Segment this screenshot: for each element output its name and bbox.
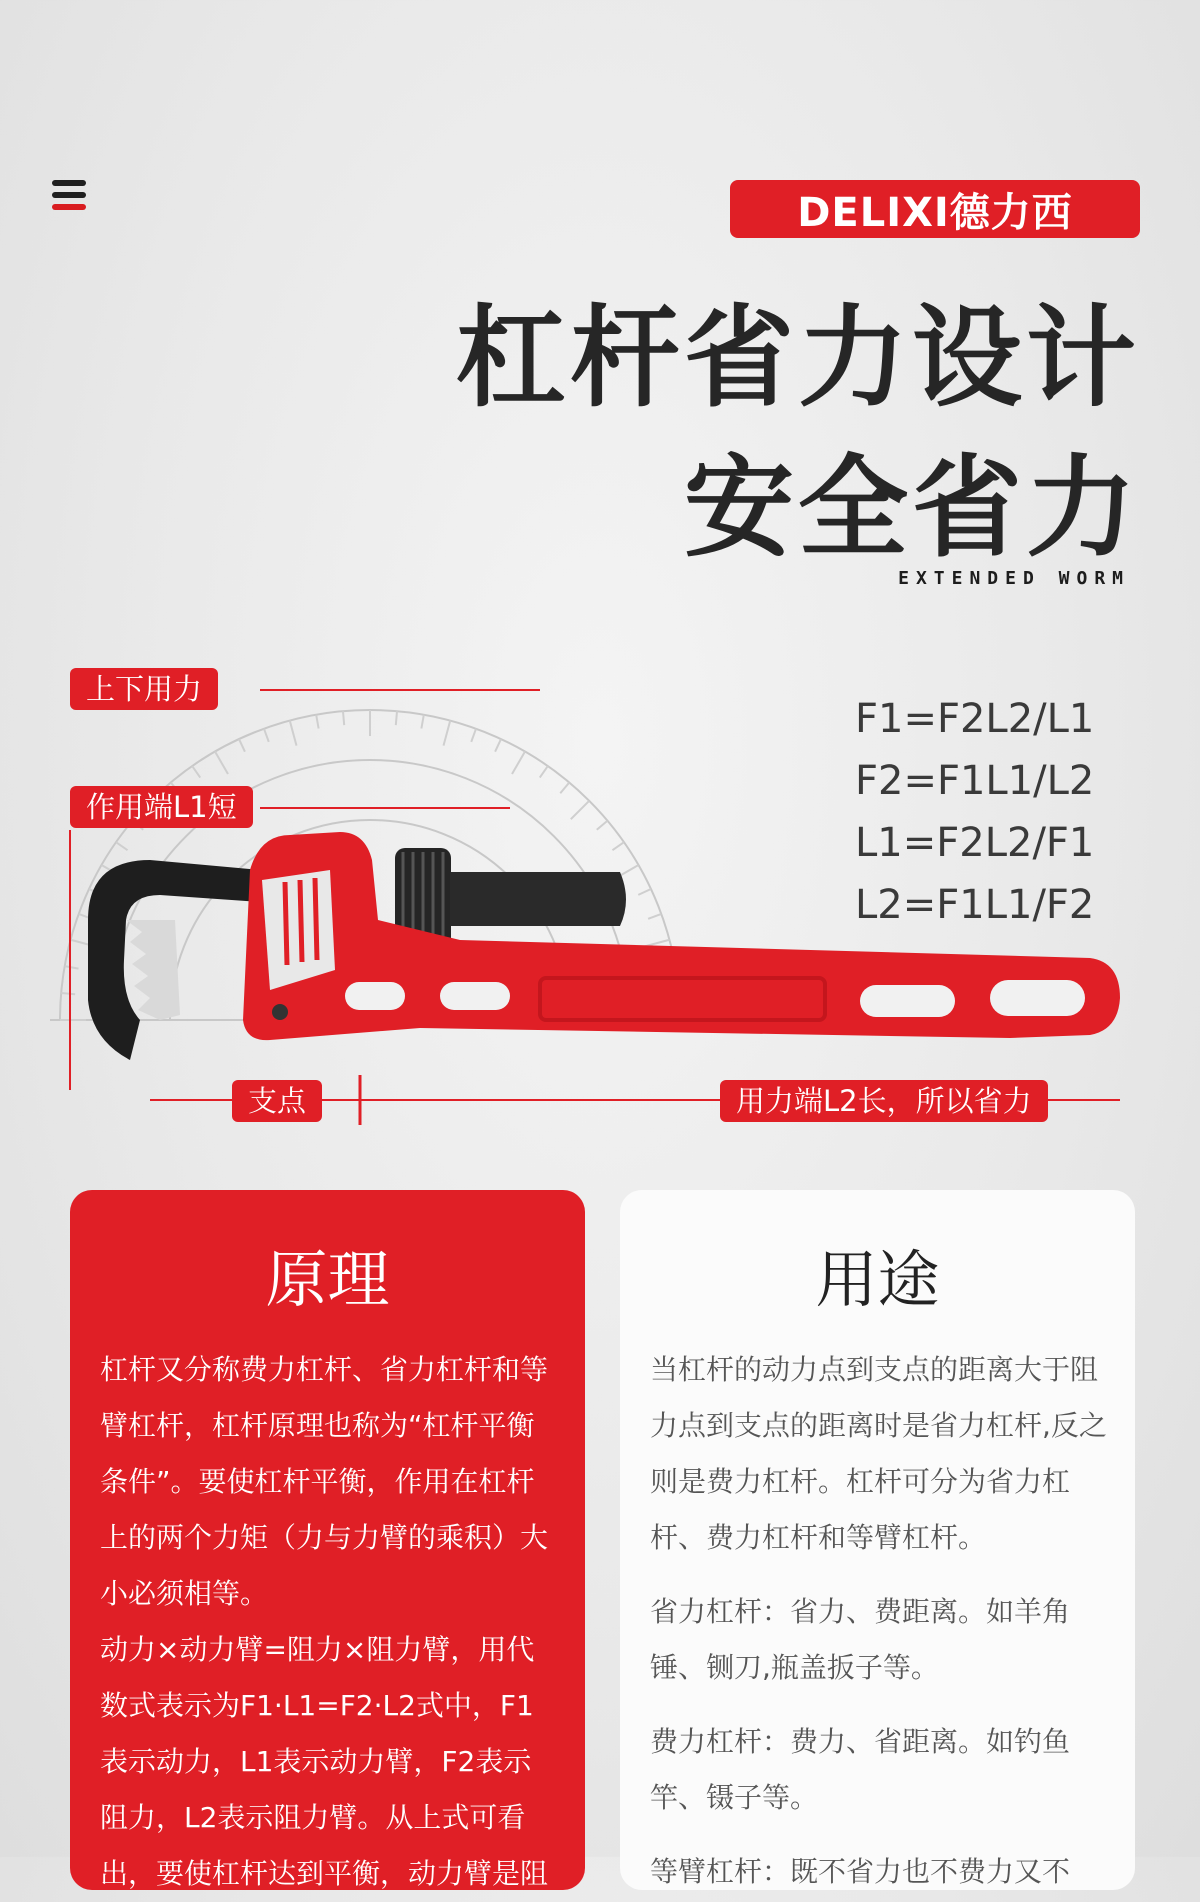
tag-long-end: 用力端L2长，所以省力 — [720, 1080, 1048, 1122]
principle-card — [70, 1190, 585, 1890]
menu-icon[interactable] — [52, 180, 86, 216]
usage-paragraph: 省力杠杆：省力、费距离。如羊角锤、铡刀,瓶盖扳子等。 — [650, 1595, 1071, 1684]
tag-fulcrum: 支点 — [232, 1080, 322, 1122]
usage-paragraph: 等臂杠杆：既不省力也不费力又不 — [650, 1855, 1071, 1888]
tag-updown: 上下用力 — [70, 668, 218, 710]
principle-paragraph: 杠杆又分称费力杠杆、省力杠杆和等臂杠杆，杠杆原理也称为“杠杆平衡条件”。要使杠杆平衡，作用在杠杆上的两个力矩（力与力臂的乘积）大小必须相等。 — [100, 1353, 549, 1610]
formula-1: F1=F2L2/L1 — [855, 696, 1095, 742]
brand-logo: DELIXI德力西 — [730, 180, 1140, 238]
usage-paragraph: 费力杠杆：费力、省距离。如钓鱼竿、镊子等。 — [650, 1725, 1071, 1814]
usage-title: 用途 — [815, 1243, 940, 1316]
principle-title: 原理 — [265, 1243, 390, 1316]
subtitle: EXTENDED WORM — [898, 568, 1130, 589]
formula-3: L1=F2L2/F1 — [855, 820, 1095, 866]
headline-line2: 安全省力 — [684, 444, 1140, 572]
usage-card — [620, 1190, 1135, 1890]
usage-paragraph: 当杠杆的动力点到支点的距离大于阻力点到支点的距离时是省力杠杆,反之则是费力杠杆。杠杆可分为省力杠杆、费力杠杆和等臂杠杆。 — [650, 1353, 1107, 1554]
headline-line1: 杠杆省力设计 — [456, 294, 1140, 422]
tag-short-end: 作用端L1短 — [70, 786, 253, 828]
formula-list — [855, 688, 1094, 936]
formula-2: F2=F1L1/L2 — [855, 758, 1095, 804]
formula-4: L2=F1L1/F2 — [855, 882, 1095, 928]
principle-paragraph: 动力×动力臂=阻力×阻力臂，用代数式表示为F1·L1=F2·L2式中，F1表示动力，L1表示动力臂，F2表示阻力，L2表示阻力臂。从上式可看出，要使杠杆达到平衡，动力臂是阻 — [100, 1633, 549, 1890]
